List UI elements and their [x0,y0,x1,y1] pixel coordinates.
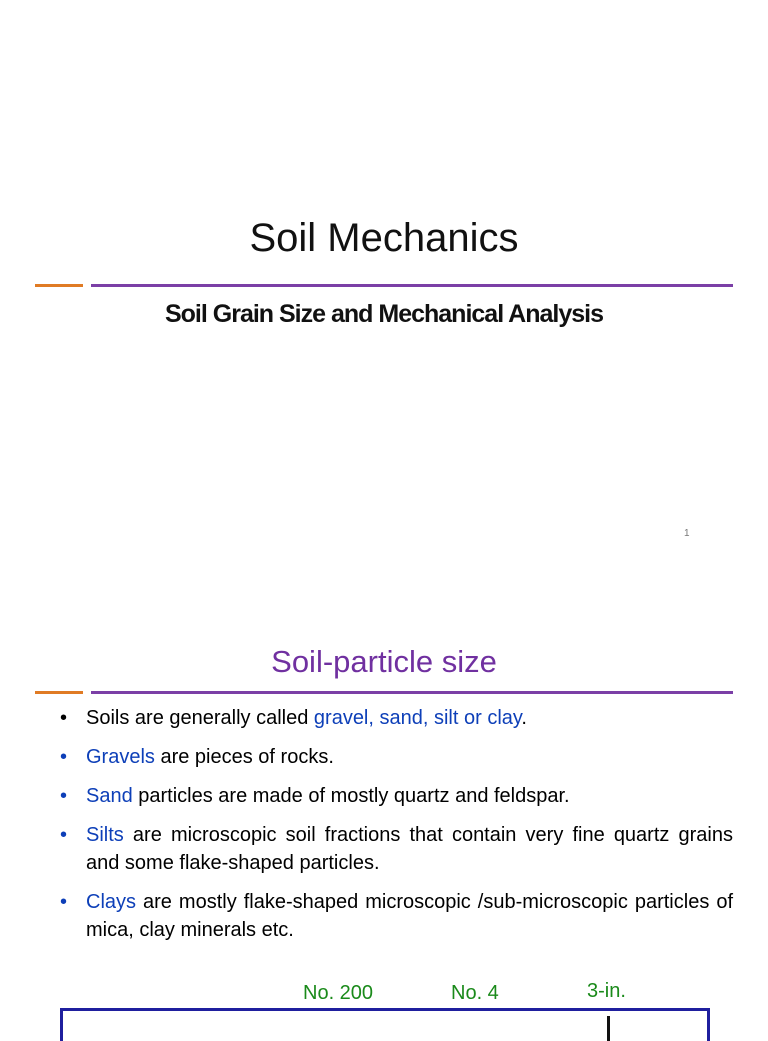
sieve-label-no200: No. 200 [303,982,374,1004]
bullet-item: • Silts are microscopic soil fractions that contain very fine quartz grains and some flake-shaped particles. [60,821,733,877]
page-number: 1 [684,528,690,539]
title-rule-purple [91,284,733,287]
term-highlight: Gravels [86,746,155,768]
content-slide [0,600,768,1024]
bullet-icon: • [60,746,68,768]
bullet-icon: • [60,785,68,807]
bullet-icon: • [60,891,68,913]
bullet-list [60,704,733,955]
term-highlight: gravel, sand, silt or clay [313,707,522,729]
title-rule-orange [35,691,83,694]
term-highlight: Sand [86,785,133,807]
slide-subtitle: Soil Grain Size and Mechanical Analysis [164,300,603,328]
bullet-item: • Soils are generally called gravel, sand, silt or clay. [60,704,733,732]
title-rule-orange [35,284,83,287]
term-highlight: Clays [86,891,137,913]
scale-tick [607,1016,610,1041]
slide-title: Soil-particle size [271,644,497,679]
sieve-label-no4: No. 4 [451,982,499,1004]
slide-title: Soil Mechanics [249,216,519,260]
bullet-item: • Gravels are pieces of rocks. [60,743,733,771]
sieve-label-3in: 3-in. [587,980,626,1002]
bullet-icon: • [60,824,68,846]
bullet-item: • Sand particles are made of mostly quartz and feldspar. [60,782,733,810]
bullet-icon: • [60,707,68,729]
term-highlight: Silts [86,824,124,846]
title-rule-purple [91,691,733,694]
grain-size-scale [60,1008,710,1041]
bullet-item: • Clays are mostly flake-shaped microscopic /sub-microscopic particles of mica, clay minerals etc. [60,888,733,944]
